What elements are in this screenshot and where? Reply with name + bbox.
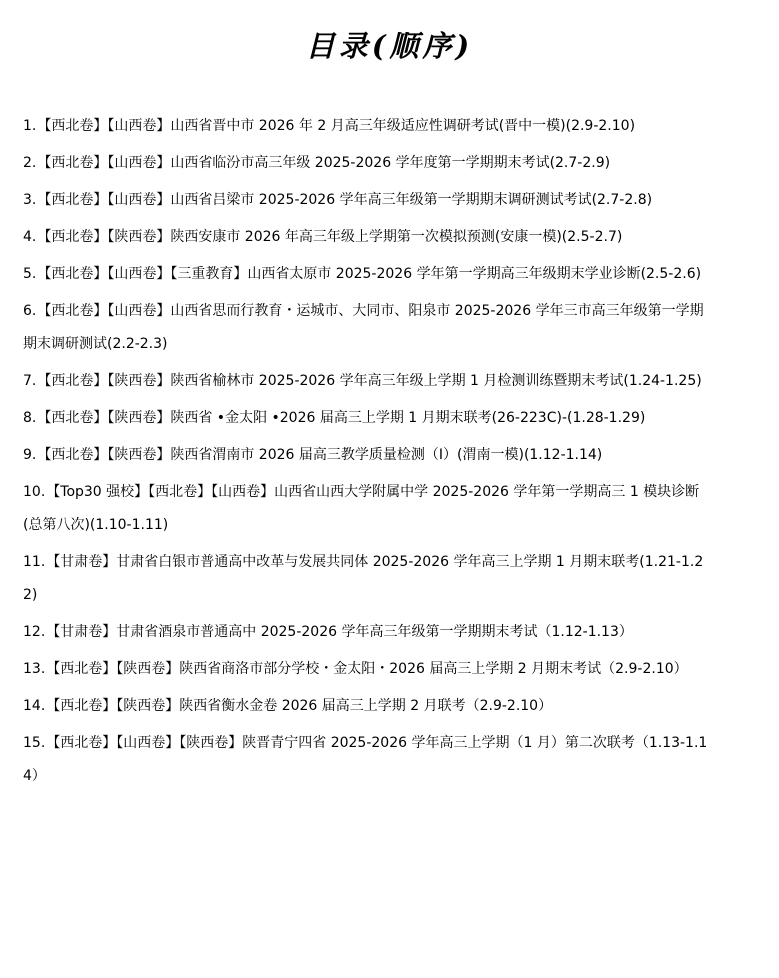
table-of-contents — [23, 110, 713, 797]
toc-entry — [23, 221, 713, 254]
toc-entry — [23, 727, 713, 793]
toc-entry — [23, 295, 713, 361]
toc-entry-number: 13. — [23, 661, 46, 677]
toc-entry-number: 9. — [23, 447, 37, 463]
toc-entry-number: 15. — [23, 735, 46, 751]
toc-entry-text: 【西北卷】【山西卷】山西省吕梁市 2025-2026 学年高三年级第一学期期末调研测试考试(2.7-2.8) — [37, 192, 653, 208]
toc-entry-number: 11. — [23, 554, 46, 570]
page-title: 目录(顺序) — [305, 29, 474, 63]
toc-entry-text: 【西北卷】【陕西卷】陕西省榆林市 2025-2026 学年高三年级上学期 1 月检测训练暨期末考试(1.24-1.25) — [37, 373, 702, 389]
toc-entry — [23, 653, 713, 686]
toc-entry-number: 12. — [23, 624, 46, 640]
toc-entry-text: 【西北卷】【陕西卷】陕西省衡水金卷 2026 届高三上学期 2 月联考（2.9-2.10） — [46, 698, 553, 714]
toc-entry-text: 【甘肃卷】甘肃省白银市普通高中改革与发展共同体 2025-2026 学年高三上学期 1 月期末联考(1.21-1.22) — [23, 554, 704, 603]
toc-entry-text: 【西北卷】【陕西卷】陕西省 •金太阳 •2026 届高三上学期 1 月期末联考(26-223C)-(1.28-1.29) — [37, 410, 646, 426]
toc-entry — [23, 476, 713, 542]
toc-entry-text: 【西北卷】【山西卷】山西省晋中市 2026 年 2 月高三年级适应性调研考试(晋中一模)(2.9-2.10) — [37, 118, 636, 134]
toc-entry — [23, 258, 713, 291]
toc-entry-text: 【Top30 强校】【西北卷】【山西卷】山西省山西大学附属中学 2025-2026 学年第一学期高三 1 模块诊断(总第八次)(1.10-1.11) — [23, 484, 700, 533]
toc-entry-text: 【西北卷】【山西卷】【三重教育】山西省太原市 2025-2026 学年第一学期高三年级期末学业诊断(2.5-2.6) — [37, 266, 702, 282]
toc-entry-number: 10. — [23, 484, 46, 500]
toc-entry — [23, 184, 713, 217]
toc-entry-text: 【甘肃卷】甘肃省酒泉市普通高中 2025-2026 学年高三年级第一学期期末考试（1.12-1.13） — [46, 624, 633, 640]
toc-entry — [23, 690, 713, 723]
toc-entry — [23, 110, 713, 143]
toc-entry-number: 8. — [23, 410, 37, 426]
toc-entry-text: 【西北卷】【陕西卷】陕西安康市 2026 年高三年级上学期第一次模拟预测(安康一模)(2.5-2.7) — [37, 229, 623, 245]
toc-entry — [23, 402, 713, 435]
toc-entry-number: 1. — [23, 118, 37, 134]
toc-entry-number: 5. — [23, 266, 37, 282]
toc-entry-number: 6. — [23, 303, 37, 319]
toc-entry — [23, 147, 713, 180]
toc-entry-number: 4. — [23, 229, 37, 245]
toc-entry — [23, 546, 713, 612]
toc-entry-number: 2. — [23, 155, 37, 171]
toc-entry — [23, 616, 713, 649]
toc-entry-text: 【西北卷】【陕西卷】陕西省渭南市 2026 届高三教学质量检测（Ⅰ）(渭南一模)(1.12-1.14) — [37, 447, 603, 463]
toc-entry — [23, 365, 713, 398]
toc-entry-number: 3. — [23, 192, 37, 208]
toc-entry-text: 【西北卷】【山西卷】山西省思而行教育・运城市、大同市、阳泉市 2025-2026 学年三市高三年级第一学期期末调研测试(2.2-2.3) — [23, 303, 704, 352]
toc-entry-number: 7. — [23, 373, 37, 389]
toc-entry-text: 【西北卷】【山西卷】山西省临汾市高三年级 2025-2026 学年度第一学期期末考试(2.7-2.9) — [37, 155, 611, 171]
toc-entry-text: 【西北卷】【陕西卷】陕西省商洛市部分学校・金太阳・2026 届高三上学期 2 月期末考试（2.9-2.10） — [46, 661, 688, 677]
toc-entry-number: 14. — [23, 698, 46, 714]
toc-entry-text: 【西北卷】【山西卷】【陕西卷】陕晋青宁四省 2025-2026 学年高三上学期（1 月）第二次联考（1.13-1.14） — [23, 735, 708, 784]
toc-entry — [23, 439, 713, 472]
